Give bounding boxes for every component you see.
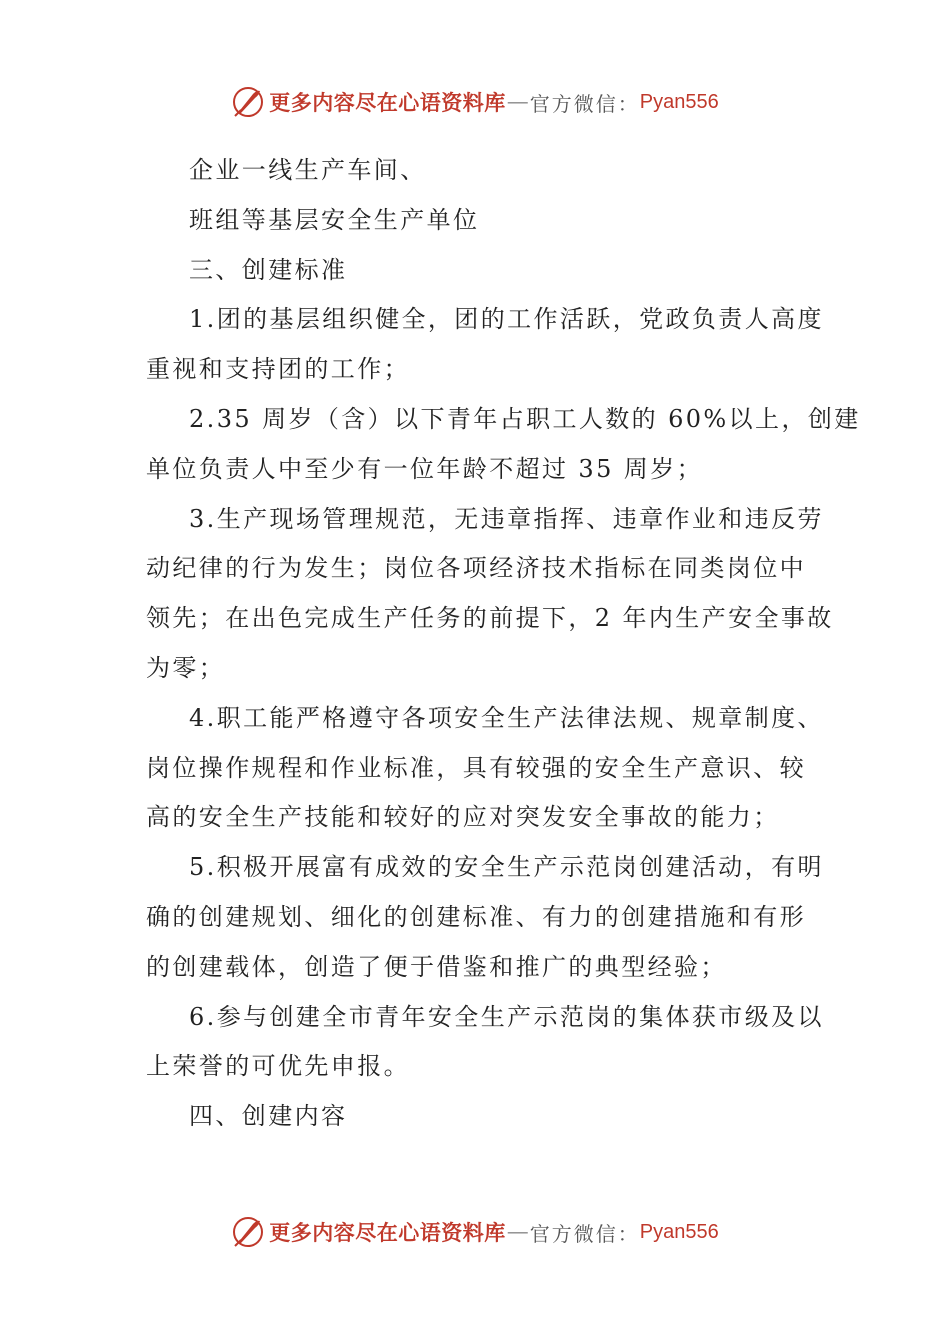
watermark-dash: — (507, 1220, 528, 1243)
paragraph-line: 确的创建规划、细化的创建标准、有力的创建措施和有形 (146, 902, 806, 931)
paragraph-line: 领先；在出色完成生产任务的前提下，2 年内生产安全事故 (146, 604, 834, 633)
paragraph-line: 5.积极开展富有成效的安全生产示范岗创建活动，有明 (189, 853, 824, 882)
quill-pen-logo-icon (231, 1215, 265, 1249)
watermark-banner-top (0, 80, 950, 124)
quill-pen-logo-icon (231, 85, 265, 119)
paragraph-line: 动纪律的行为发生；岗位各项经济技术指标在同类岗位中 (146, 554, 806, 583)
watermark-banner-bottom (0, 1210, 950, 1254)
paragraph-line: 高的安全生产技能和较好的应对突发安全事故的能力； (146, 803, 780, 832)
paragraph-line: 上荣誉的可优先申报。 (146, 1052, 410, 1081)
watermark-brand-text: 更多内容尽在心语资料库 (269, 1220, 506, 1245)
watermark-dash: — (507, 90, 528, 113)
paragraph-line: 为零； (146, 653, 226, 682)
watermark-wechat-label: 官方微信： (529, 1221, 640, 1246)
paragraph-line: 3.生产现场管理规范，无违章指挥、违章作业和违反劳 (189, 504, 824, 533)
paragraph-line: 6.参与创建全市青年安全生产示范岗的集体获市级及以 (189, 1002, 824, 1031)
paragraph-line: 班组等基层安全生产单位 (189, 205, 480, 234)
watermark-brand-text: 更多内容尽在心语资料库 (269, 90, 506, 115)
paragraph-line: 重视和支持团的工作； (146, 355, 410, 384)
document-body (146, 146, 861, 1142)
watermark-wechat-id: Pyan556 (639, 1220, 719, 1243)
paragraph-line: 企业一线生产车间、 (189, 156, 427, 184)
paragraph-line: 1.团的基层组织健全，团的工作活跃，党政负责人高度 (189, 305, 824, 334)
paragraph-line: 的创建载体，创造了便于借鉴和推广的典型经验； (146, 952, 727, 981)
paragraph-line: 单位负责人中至少有一位年龄不超过 35 周岁； (146, 454, 703, 483)
section-heading: 四、创建内容 (189, 1102, 348, 1131)
watermark-wechat-label: 官方微信： (529, 91, 640, 116)
paragraph-line: 4.职工能严格遵守各项安全生产法律法规、规章制度、 (189, 703, 824, 732)
watermark-wechat-id: Pyan556 (639, 90, 719, 113)
paragraph-line: 2.35 周岁（含）以下青年占职工人数的 60%以上，创建 (189, 404, 861, 433)
paragraph-line: 岗位操作规程和作业标准，具有较强的安全生产意识、较 (146, 753, 806, 782)
section-heading: 三、创建标准 (189, 255, 348, 284)
